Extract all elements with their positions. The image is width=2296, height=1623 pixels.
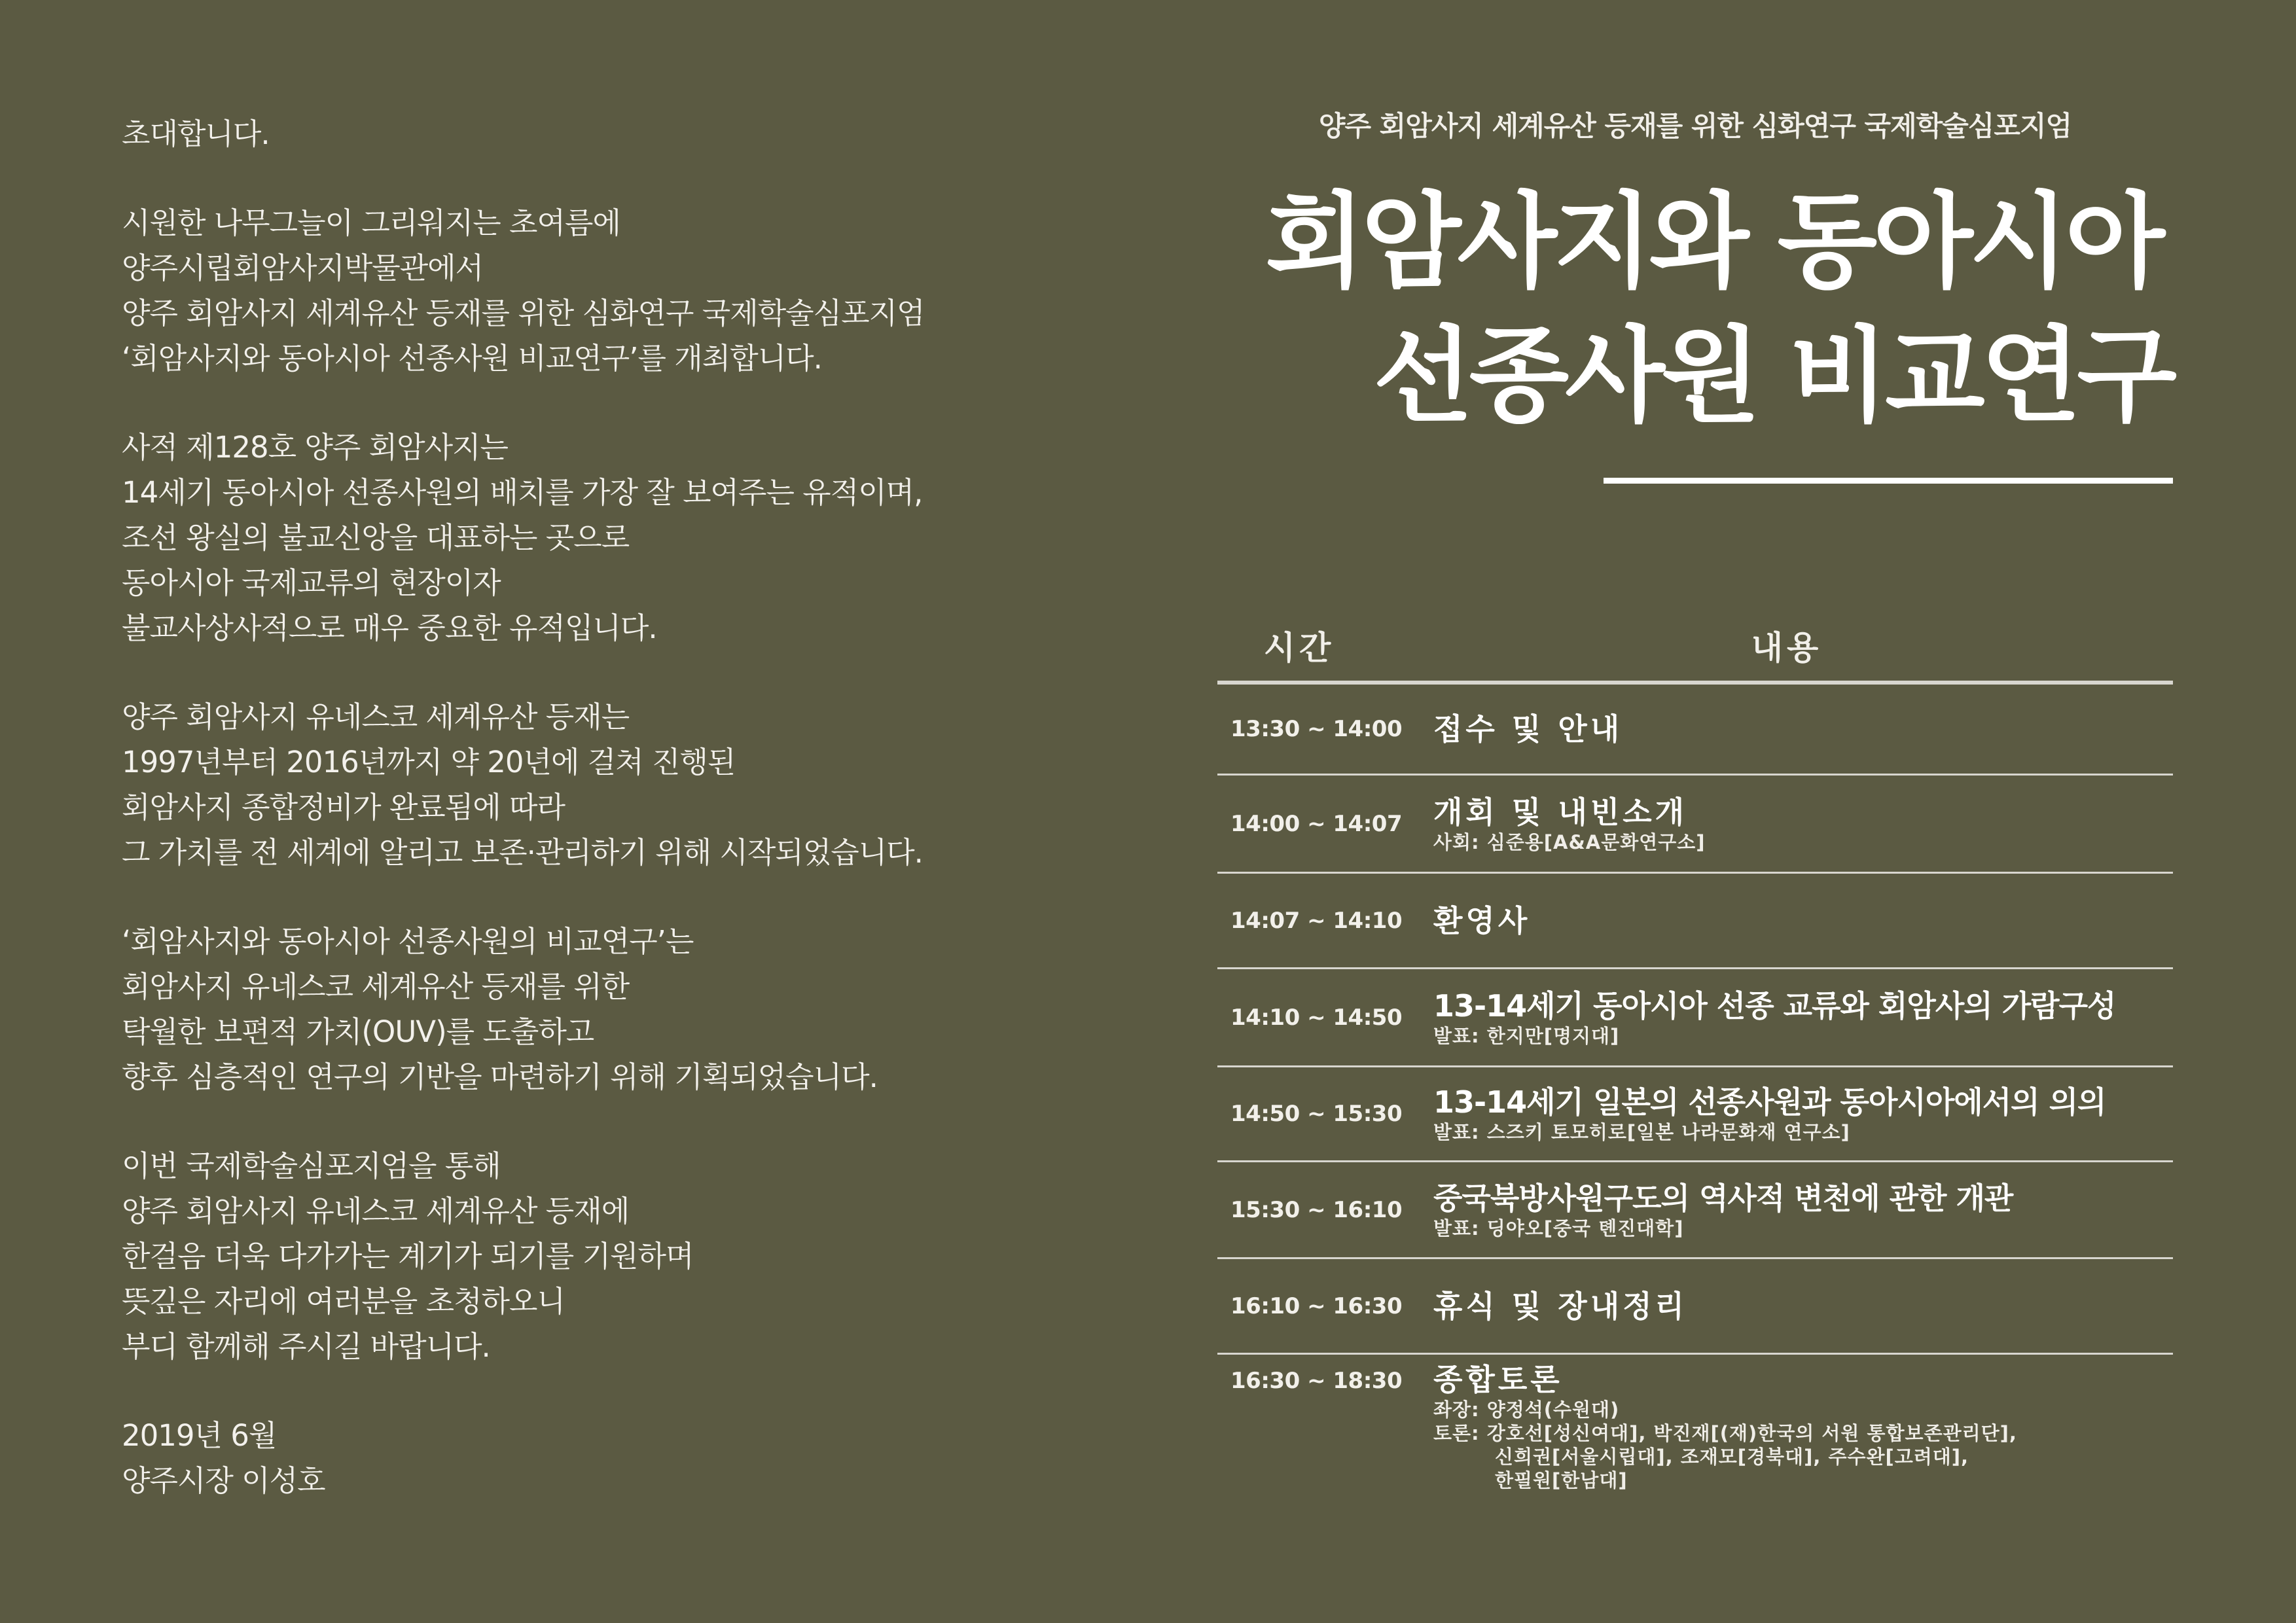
letter-paragraph [122,694,1143,875]
letter-date: 2019년 6월 [122,1418,277,1453]
row-detail: 발표: 스즈키 토모히로[일본 나라문화재 연구소] [1433,1121,1850,1143]
row-content [1433,1162,2173,1257]
schedule-row [1217,1067,2173,1162]
schedule-row [1217,685,2173,776]
program-panel [1217,105,2173,1491]
row-content [1433,1067,2173,1160]
row-detail: 한필원[한남대] [1495,1469,1628,1491]
row-content [1433,776,2173,872]
letter-line: 동아시아 국제교류의 현장이자 [122,565,501,600]
row-time: 16:30 ~ 18:30 [1230,1368,1403,1394]
row-detail: 발표: 한지만[명지대] [1433,1024,1620,1047]
row-title: 13-14세기 일본의 선종사원과 동아시아에서의 의의 [1433,1084,2106,1120]
letter-line: 사적 제128호 양주 회암사지는 [122,430,508,465]
row-title: 접수 및 안내 [1433,711,1623,747]
letter-line: 양주 회암사지 유네스코 세계유산 등재는 [122,700,630,734]
column-header-content: 내용 [1751,629,1823,667]
invitation-letter [122,111,1143,1547]
event-title-line-1: 회암사지와 동아시아 [1265,182,2161,302]
row-time: 15:30 ~ 16:10 [1230,1196,1403,1223]
row-title: 13-14세기 동아시아 선종 교류와 회암사의 가람구성 [1433,988,2116,1024]
event-subtitle: 양주 회암사지 세계유산 등재를 위한 심화연구 국제학술심포지엄 [1318,110,2072,142]
schedule-row [1217,969,2173,1067]
row-content [1433,969,2173,1065]
letter-line: 양주 회암사지 유네스코 세계유산 등재에 [122,1194,630,1228]
row-content [1433,1355,2173,1525]
row-time: 13:30 ~ 14:00 [1230,716,1403,742]
schedule-row [1217,1259,2173,1355]
schedule-row [1217,874,2173,969]
letter-line: 14세기 동아시아 선종사원의 배치를 가장 잘 보여주는 유적이며, [122,475,923,510]
schedule-header [1217,615,2173,681]
title-underline [1604,478,2173,484]
schedule-row [1217,1162,2173,1259]
row-content [1433,685,2173,774]
letter-line: 그 가치를 전 세계에 알리고 보존·관리하기 위해 시작되었습니다. [122,835,923,870]
row-content [1433,874,2173,967]
event-title-line-2: 선종사원 비교연구 [1372,316,2173,437]
letter-line: 조선 왕실의 불교신앙을 대표하는 곳으로 [122,520,630,555]
letter-paragraph [122,200,1143,381]
letter-line: 향후 심층적인 연구의 기반을 마련하기 위해 기획되었습니다. [122,1060,878,1094]
letter-line: 1997년부터 2016년까지 약 20년에 걸쳐 진행된 [122,745,736,779]
event-title [1217,175,2173,444]
row-time: 14:07 ~ 14:10 [1230,907,1403,934]
letter-line: 탁월한 보편적 가치(OUV)를 도출하고 [122,1014,594,1049]
letter-line: 양주시립회암사지박물관에서 [122,251,484,285]
row-detail: 신희권[서울시립대], 조재모[경북대], 주수완[고려대], [1495,1446,1969,1468]
letter-line: 시원한 나무그늘이 그리워지는 초여름에 [122,205,620,240]
row-title: 휴식 및 장내정리 [1433,1288,1688,1324]
letter-line: ‘회암사지와 동아시아 선종사원의 비교연구’는 [122,924,694,959]
row-title: 종합토론 [1433,1362,1563,1397]
row-time: 14:10 ~ 14:50 [1230,1004,1403,1031]
letter-paragraph [122,425,1143,651]
letter-paragraph [122,111,1143,156]
row-time: 14:00 ~ 14:07 [1230,810,1403,837]
row-detail: 좌장: 양정석(수원대) [1433,1399,1620,1421]
schedule-row [1217,776,2173,874]
letter-signature [122,1413,1143,1503]
letter-line: ‘회암사지와 동아시아 선종사원 비교연구’를 개최합니다. [122,341,822,376]
column-header-time: 시간 [1263,629,1335,667]
row-detail: 사회: 심준용[A&A문화연구소] [1433,830,1706,853]
schedule-table [1217,685,2173,1525]
schedule-row [1217,1355,2173,1525]
letter-line: 한걸음 더욱 다가가는 계기가 되기를 기원하며 [122,1239,694,1274]
row-title: 환영사 [1433,902,1531,938]
letter-line: 이번 국제학술심포지엄을 통해 [122,1149,501,1183]
row-detail: 발표: 딩야오[중국 톈진대학] [1433,1217,1684,1240]
row-content [1433,1259,2173,1353]
row-title: 중국북방사원구도의 역사적 변천에 관한 개관 [1433,1180,2013,1216]
letter-paragraph [122,919,1143,1099]
letter-paragraph [122,1143,1143,1369]
letter-line: 양주 회암사지 세계유산 등재를 위한 심화연구 국제학술심포지엄 [122,296,925,330]
letter-line: 뜻깊은 자리에 여러분을 초청하오니 [122,1284,565,1319]
letter-line: 불교사상사적으로 매우 중요한 유적입니다. [122,611,657,645]
letter-line: 회암사지 종합정비가 완료됨에 따라 [122,790,565,825]
letter-signer: 양주시장 이성호 [122,1463,325,1498]
row-detail: 토론: 강호선[성신여대], 박진재[(재)한국의 서원 통합보존관리단], [1433,1422,2017,1444]
row-title: 개회 및 내빈소개 [1433,794,1688,830]
letter-line: 초대합니다. [122,116,270,151]
letter-line: 부디 함께해 주시길 바랍니다. [122,1329,490,1364]
letter-line: 회암사지 유네스코 세계유산 등재를 위한 [122,969,630,1004]
row-time: 14:50 ~ 15:30 [1230,1101,1403,1127]
row-time: 16:10 ~ 16:30 [1230,1293,1403,1319]
